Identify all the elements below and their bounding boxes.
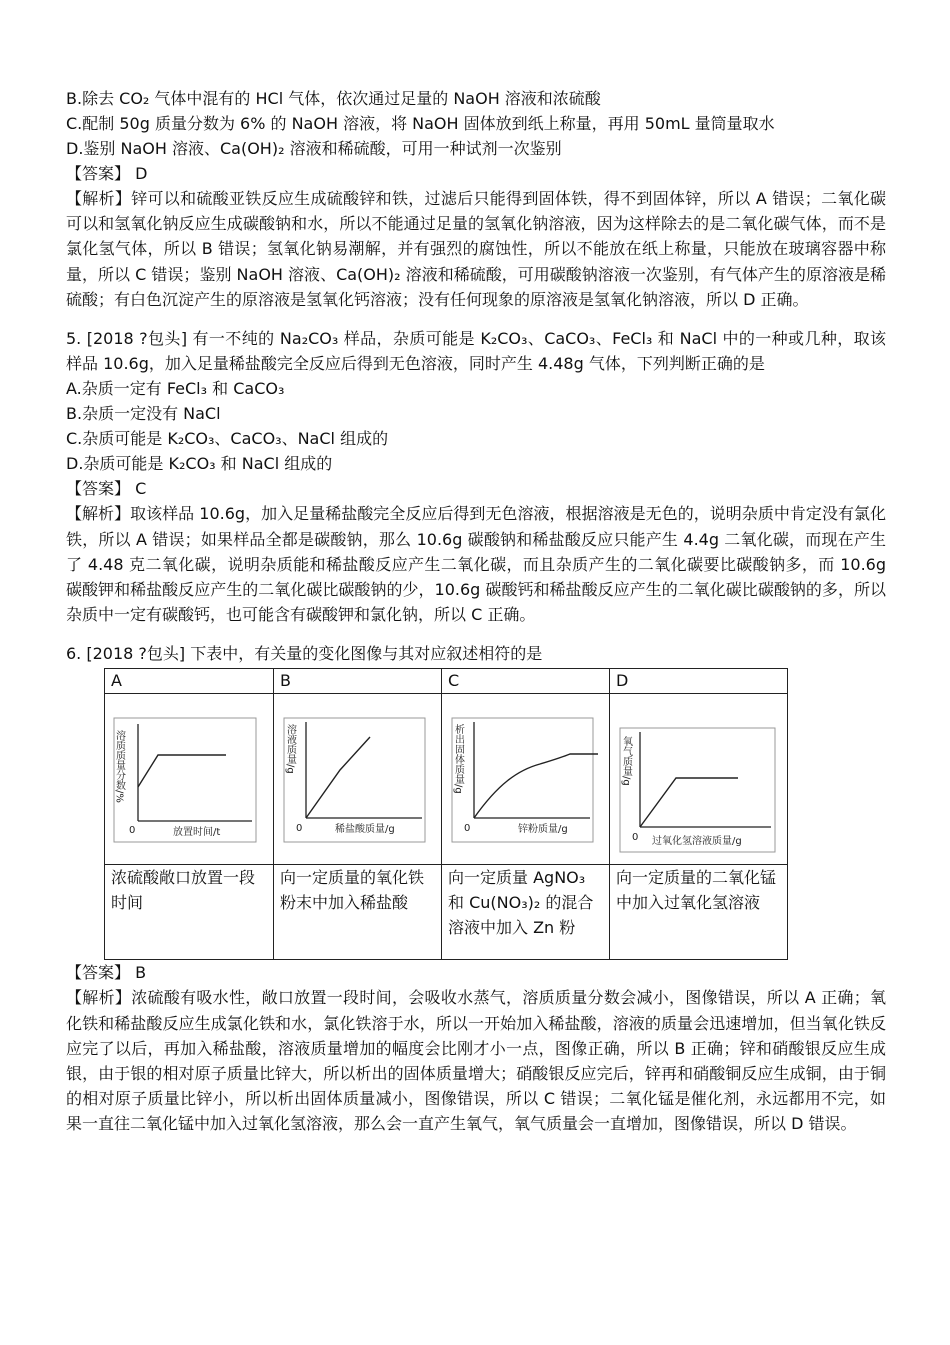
q4-option-d: D.鉴别 NaOH 溶液、Ca(OH)₂ 溶液和稀硫酸，可用一种试剂一次鉴别 [66, 139, 562, 158]
graph-c-description: 向一定质量 AgNO₃ 和 Cu(NO₃)₂ 的混合溶液中加入 Zn 粉 [442, 865, 610, 960]
graph-d-xlabel: 过氧化氢溶液质量/g [652, 836, 742, 848]
graph-a-origin: 0 [129, 825, 136, 837]
graph-c-xlabel: 锌粉质量/g [518, 824, 568, 836]
graph-b [280, 694, 435, 864]
q4-option-c: C.配制 50g 质量分数为 6% 的 NaOH 溶液，将 NaOH 固体放到纸上称量，再用 50mL 量筒量取水 [66, 114, 775, 133]
q5-answer: 【答案】 C [66, 479, 147, 499]
graph-a-cell [105, 694, 274, 865]
q4-answer: 【答案】 D [66, 164, 148, 183]
q5-analysis: 【解析】取该样品 10.6g，加入足量稀盐酸完全反应后得到无色溶液，根据溶液是无色的，说明杂质中肯定没有氯化铁，所以 A 错误；如果样品全都是碳酸钠，那么 10.6g 碳酸钠和稀盐酸反应只能产生 4.4g 二氧化碳，而现在产生了 4.48 克二氧化碳，说明杂质能和稀盐酸反应产生二氧化碳，而且杂质产生的二氧化碳要比碳酸钠多，而 10.6g 碳酸钾和稀盐酸反应产生的二氧化碳比碳酸钠的少，10.6g 碳酸钙和稀盐酸反应产生的二氧化碳比碳酸钠的多，所以杂质中一定有碳酸钙，也可能含有碳酸钾和氯化钠，所以 C 正确。 [66, 504, 886, 625]
col-a-header: A [105, 669, 274, 694]
col-d-header: D [610, 669, 788, 694]
graph-b-description: 向一定质量的氧化铁粉末中加入稀盐酸 [274, 865, 442, 960]
graph-b-cell [274, 694, 442, 865]
graph-c-origin: 0 [464, 823, 471, 835]
graph-d-origin: 0 [632, 832, 639, 844]
q6-stem: 6. [2018 ?包头] 下表中，有关量的变化图像与其对应叙述相符的是 [66, 644, 543, 664]
document-page [66, 86, 886, 1137]
q5-option-b: B.杂质一定没有 NaCl [66, 404, 221, 424]
graph-b-ylabel: 溶液质量/g [284, 724, 296, 775]
graph-d-description: 向一定质量的二氧化锰中加入过氧化氢溶液 [610, 865, 788, 960]
graph-a-ylabel: 溶质质量分数/% [113, 730, 125, 804]
q5-option-d: D.杂质可能是 K₂CO₃ 和 NaCl 组成的 [66, 454, 333, 474]
graph-d [616, 694, 781, 864]
col-b-header: B [274, 669, 442, 694]
graph-d-ylabel: 氧气质量/g [620, 736, 632, 787]
graph-a-description: 浓硫酸敞口放置一段时间 [105, 865, 274, 960]
q5-option-c: C.杂质可能是 K₂CO₃、CaCO₃、NaCl 组成的 [66, 429, 389, 449]
graph-a [111, 694, 267, 864]
graph-b-xlabel: 稀盐酸质量/g [335, 824, 395, 836]
col-c-header: C [442, 669, 610, 694]
q4-analysis: 【解析】锌可以和硫酸亚铁反应生成硫酸锌和铁，过滤后只能得到固体铁，得不到固体锌，所以 A 错误；二氧化碳可以和氢氧化钠反应生成碳酸钠和水，所以不能通过足量的氢氧化钠溶液，因为这样除去的是二氧化碳气体，而不是氯化氢气体，所以 B 错误；氢氧化钠易潮解，并有强烈的腐蚀性，所以不能放在纸上称量，只能放在玻璃容器中称量，所以 C 错误；鉴别 NaOH 溶液、Ca(OH)₂ 溶液和稀硫酸，可用碳酸钠溶液一次鉴别，有气体产生的原溶液是稀硫酸；有白色沉淀产生的原溶液是氢氧化钙溶液；没有任何现象的原溶液是氢氧化钠溶液，所以 D 正确。 [66, 189, 886, 309]
graph-c [448, 694, 603, 864]
graph-d-cell [610, 694, 788, 865]
graph-c-cell [442, 694, 610, 865]
graph-b-origin: 0 [296, 823, 303, 835]
q4-option-b: B.除去 CO₂ 气体中混有的 HCl 气体，依次通过足量的 NaOH 溶液和浓硫酸 [66, 89, 601, 108]
q5-option-a: A.杂质一定有 FeCl₃ 和 CaCO₃ [66, 379, 285, 399]
q6-graph-table [104, 668, 788, 960]
q6-answer: 【答案】 B [66, 963, 147, 983]
q6-analysis: 【解析】浓硫酸有吸水性，敞口放置一段时间，会吸收水蒸气，溶质质量分数会减小，图像错误，所以 A 正确；氧化铁和稀盐酸反应生成氯化铁和水，氯化铁溶于水，所以一开始加入稀盐酸，溶液的质量会迅速增加，但当氧化铁反应完了以后，再加入稀盐酸，溶液质量增加的幅度会比刚才小一点，图像正确，所以 B 正确；锌和硝酸银反应生成银，由于银的相对原子质量比锌大，所以析出的固体质量增大；硝酸银反应完后，锌再和硝酸铜反应生成铜，由于铜的相对原子质量比锌小，所以析出固体质量减小，图像错误，所以 C 错误；二氧化锰是催化剂，永远都用不完，如果一直往二氧化锰中加入过氧化氢溶液，那么会一直产生氧气，氧气质量会一直增加，图像错误，所以 D 错误。 [66, 988, 886, 1134]
q5-stem: 5. [2018 ?包头] 有一不纯的 Na₂CO₃ 样品，杂质可能是 K₂CO₃、CaCO₃、FeCl₃ 和 NaCl 中的一种或几种，取该样品 10.6g，加入足量稀盐酸完全反应后得到无色溶液，同时产生 4.48g 气体，下列判断正确的是 [66, 329, 886, 374]
graph-c-ylabel: 析出固体质量/g [452, 724, 464, 795]
graph-a-xlabel: 放置时间/t [173, 827, 221, 839]
